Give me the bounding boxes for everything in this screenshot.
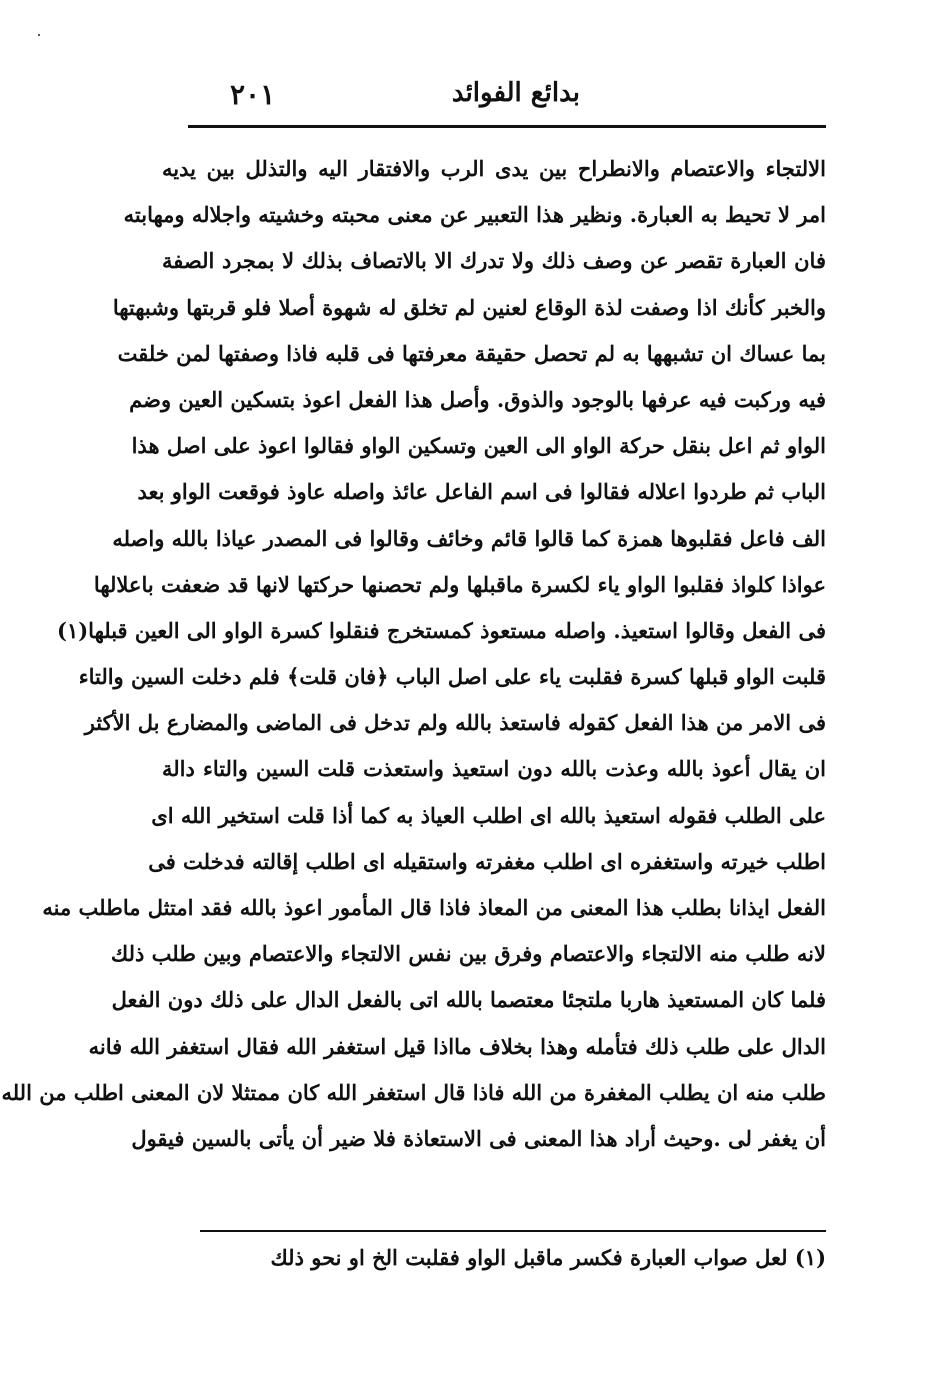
running-title: بدائع الفوائد — [451, 78, 580, 108]
text-line: لانه طلب منه الالتجاء والاعتصام وفرق بين نفس الالتجاء والاعتصام وبين طلب ذلك — [110, 941, 826, 967]
text-line: طلب منه ان يطلب المغفرة من الله فاذا قال استغفر الله كان ممتثلا لان المعنى اطلب من الله — [1, 1079, 826, 1105]
text-line: ان يقال أعوذ بالله وعذت بالله دون استعيذ واستعذت قلت السين والتاء دالة — [162, 756, 826, 782]
text-line: عواذا كلواذ فقلبوا الواو ياء لكسرة ماقبلها ولم تحصنها حركتها لانها قد ضعفت باعلالها — [93, 571, 826, 597]
footnote-rule — [200, 1230, 826, 1232]
text-line: فيه وركبت فيه عرفها بالوجود والذوق. وأصل هذا الفعل اعوذ بتسكين العين وضم — [129, 386, 826, 412]
text-line: الالتجاء والاعتصام والانطراح بين يدى الرب والافتقار اليه والتذلل بين يديه — [162, 156, 826, 181]
page-header — [190, 78, 825, 122]
text-line: الواو ثم اعل بنقل حركة الواو الى العين وتسكين الواو فقالوا اعوذ على اصل هذا — [131, 433, 826, 459]
text-line: الباب ثم طردوا اعلاله فقالوا فى اسم الفاعل عائذ واصله عاوذ فوقعت الواو بعد — [137, 479, 826, 505]
text-line: على الطلب فقوله استعيذ بالله اى اطلب العياذ به كما أذا قلت استخير الله اى — [151, 802, 826, 828]
text-line: فى الفعل وقالوا استعيذ. واصله مستعوذ كمستخرج فنقلوا كسرة الواو الى العين قبلها(١) — [57, 617, 826, 643]
text-line: فى الامر من هذا الفعل كقوله فاستعذ بالله ولم تدخل فى الماضى والمضارع بل الأكثر — [84, 710, 826, 736]
page-number: ٢٠١ — [230, 78, 276, 111]
header-rule — [188, 125, 826, 128]
text-line: امر لا تحيط به العبارة. ونظير هذا التعبير عن معنى محبته وخشيته واجلاله ومهابته — [123, 202, 826, 228]
text-line: فان العبارة تقصر عن وصف ذلك ولا تدرك الا بالاتصاف بذلك لا بمجرد الصفة — [162, 248, 826, 274]
body-text — [1, 146, 826, 1162]
text-line: أن يغفر لى .وحيث أراد هذا المعنى فى الاستعاذة فلا ضير أن يأتى بالسين فيقول — [131, 1125, 826, 1151]
text-line: فلما كان المستعيذ هاربا ملتجئا معتصما بالله اتى بالفعل الدال على ذلك دون الفعل — [111, 987, 826, 1013]
scan-speck — [38, 34, 40, 36]
text-line: الدال على طلب ذلك فتأمله وهذا بخلاف مااذا قيل استغفر الله فقال استغفر الله فانه — [88, 1033, 826, 1059]
text-line: الفعل ايذانا بطلب هذا المعنى من المعاذ فاذا قال المأمور اعوذ بالله فقد امتثل ماطلب منه — [42, 895, 826, 920]
text-line: قلبت الواو قبلها كسرة فقلبت ياء على اصل الباب ﴿فان قلت﴾ فلم دخلت السين والتاء — [78, 664, 826, 690]
text-line: اطلب خيرته واستغفره اى اطلب مغفرته واستقيله اى اطلب إقالته فدخلت فى — [148, 848, 826, 874]
text-line: والخبر كأنك اذا وصفت لذة الوقاع لعنين لم تخلق له شهوة أصلا فلو قربتها وشبهتها — [112, 294, 826, 320]
text-line: الف فاعل فقلبوها همزة كما قالوا قائم وخائف وقالوا فى المصدر عياذا بالله واصله — [112, 525, 826, 551]
text-line: بما عساك ان تشبهها به لم تحصل حقيقة معرفتها فى قلبه فاذا وصفتها لمن خلقت — [117, 340, 826, 366]
footnote: (١) لعل صواب العبارة فكسر ماقبل الواو فقلبت الخ او نحو ذلك — [270, 1245, 826, 1270]
